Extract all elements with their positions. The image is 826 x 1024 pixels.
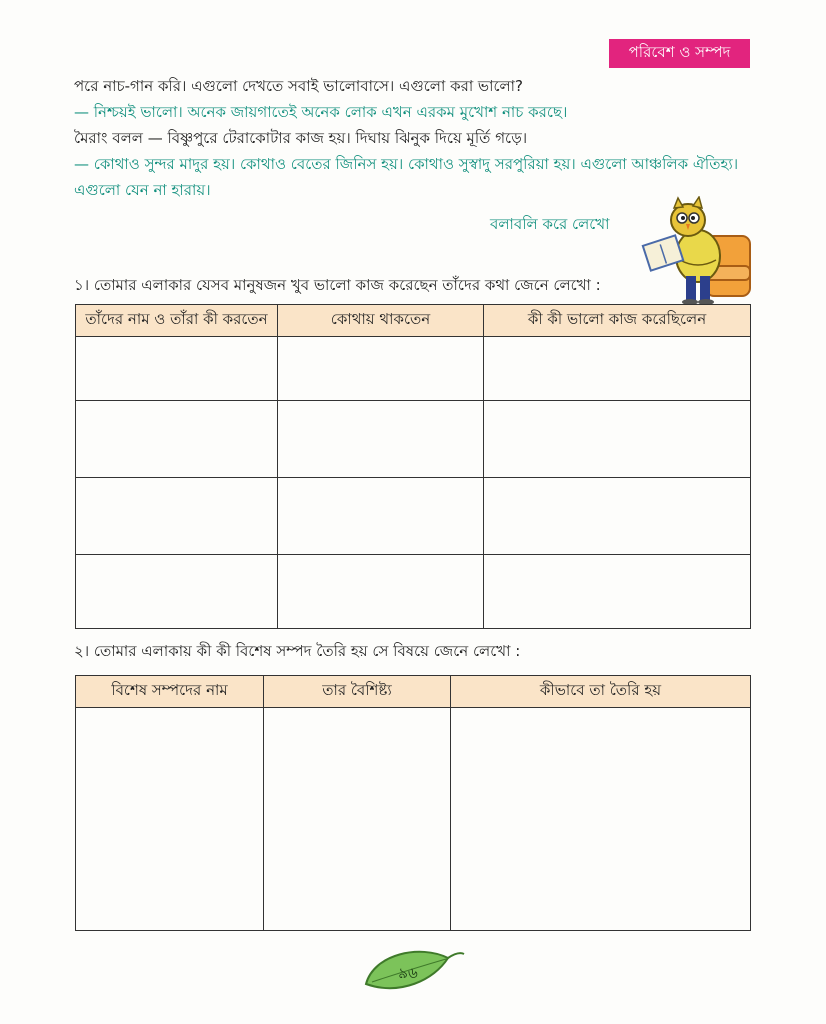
- empty-cell[interactable]: [484, 555, 751, 629]
- column-header: বিশেষ সম্পদের নাম: [76, 676, 264, 708]
- empty-cell[interactable]: [484, 337, 751, 401]
- page-number: ৯৬: [398, 964, 418, 982]
- empty-cell[interactable]: [278, 401, 484, 478]
- table-special-resources: [75, 675, 751, 931]
- empty-cell[interactable]: [76, 401, 278, 478]
- leaf-page-number: [360, 940, 465, 996]
- chapter-badge: পরিবেশ ও সম্পদ: [609, 39, 750, 68]
- empty-cell[interactable]: [76, 478, 278, 555]
- intro-text: [74, 73, 764, 203]
- empty-cell[interactable]: [76, 337, 278, 401]
- column-header: কীভাবে তা তৈরি হয়: [451, 676, 751, 708]
- empty-cell[interactable]: [76, 708, 264, 931]
- table-row: [76, 337, 751, 401]
- question-2-title: ২। তোমার এলাকায় কী কী বিশেষ সম্পদ তৈরি হয় সে বিষয়ে জেনে লেখো :: [74, 642, 521, 660]
- column-header: তাঁদের নাম ও তাঁরা কী করতেন: [76, 305, 278, 337]
- intro-line: — কোথাও সুন্দর মাদুর হয়। কোথাও বেতের জিনিস হয়। কোথাও সুস্বাদু সরপুরিয়া হয়। এগুলো আঞ্চলিক ঐতিহ্য।: [74, 155, 739, 173]
- intro-line: — নিশ্চয়ই ভালো। অনেক জায়গাতেই অনেক লোক এখন এরকম মুখোশ নাচ করছে।: [74, 103, 568, 121]
- empty-cell[interactable]: [451, 708, 751, 931]
- table-row: [76, 478, 751, 555]
- intro-line: এগুলো যেন না হারায়।: [74, 181, 211, 199]
- intro-line: মৈরাং বলল — বিষ্ণুপুরে টেরাকোটার কাজ হয়। দিঘায় ঝিনুক দিয়ে মূর্তি গড়ে।: [74, 129, 528, 147]
- discussion-prompt: বলাবলি করে লেখো: [490, 215, 610, 233]
- empty-cell[interactable]: [278, 337, 484, 401]
- table-good-work-people: [75, 304, 751, 629]
- table-row: [76, 401, 751, 478]
- table-row: [76, 555, 751, 629]
- empty-cell[interactable]: [76, 555, 278, 629]
- empty-cell[interactable]: [484, 478, 751, 555]
- table-row: [76, 708, 751, 931]
- empty-cell[interactable]: [484, 401, 751, 478]
- column-header: কী কী ভালো কাজ করেছিলেন: [484, 305, 751, 337]
- empty-cell[interactable]: [278, 555, 484, 629]
- empty-cell[interactable]: [264, 708, 451, 931]
- column-header: তার বৈশিষ্ট্য: [264, 676, 451, 708]
- owl-reading-illustration: [636, 196, 756, 306]
- intro-line: পরে নাচ-গান করি। এগুলো দেখতে সবাই ভালোবাসে। এগুলো করা ভালো?: [74, 77, 523, 95]
- empty-cell[interactable]: [278, 478, 484, 555]
- column-header: কোথায় থাকতেন: [278, 305, 484, 337]
- question-1-title: ১। তোমার এলাকার যেসব মানুষজন খুব ভালো কাজ করেছেন তাঁদের কথা জেনে লেখো :: [74, 276, 601, 294]
